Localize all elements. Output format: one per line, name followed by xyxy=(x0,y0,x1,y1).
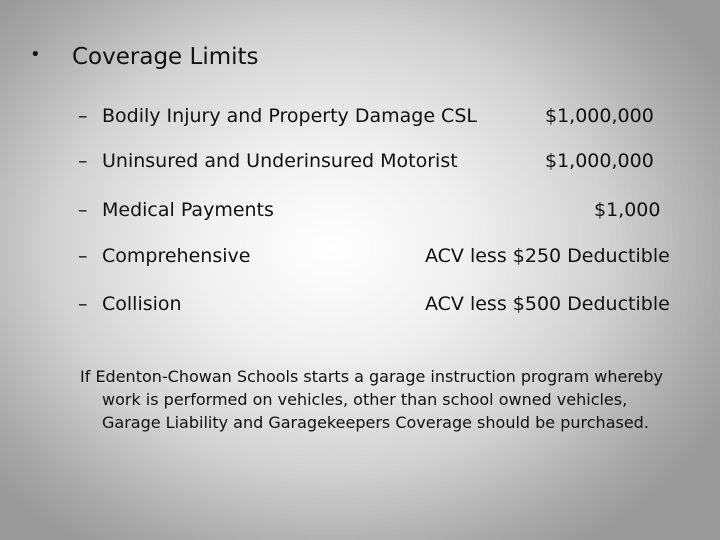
coverage-label: Collision xyxy=(102,293,182,315)
coverage-value: ACV less $500 Deductible xyxy=(425,293,670,315)
dash-icon: – xyxy=(78,245,88,267)
dash-icon: – xyxy=(78,293,88,315)
coverage-value: $1,000 xyxy=(594,199,661,221)
coverage-value: $1,000,000 xyxy=(545,105,654,127)
note-line: Garage Liability and Garagekeepers Coverage should be purchased. xyxy=(102,413,649,432)
dash-icon: – xyxy=(78,105,88,127)
bullet-icon: • xyxy=(30,44,41,65)
note-line: If Edenton-Chowan Schools starts a garage instruction program whereby xyxy=(80,367,664,386)
garage-coverage-note xyxy=(80,365,690,434)
dash-icon: – xyxy=(78,150,88,172)
coverage-value: ACV less $250 Deductible xyxy=(425,245,670,267)
coverage-label: Comprehensive xyxy=(102,245,251,267)
coverage-label: Uninsured and Underinsured Motorist xyxy=(102,150,458,172)
coverage-label: Medical Payments xyxy=(102,199,274,221)
note-line: work is performed on vehicles, other than school owned vehicles, xyxy=(102,390,628,409)
coverage-label: Bodily Injury and Property Damage CSL xyxy=(102,105,477,127)
coverage-value: $1,000,000 xyxy=(545,150,654,172)
dash-icon: – xyxy=(78,199,88,221)
heading-text: Coverage Limits xyxy=(72,44,259,70)
